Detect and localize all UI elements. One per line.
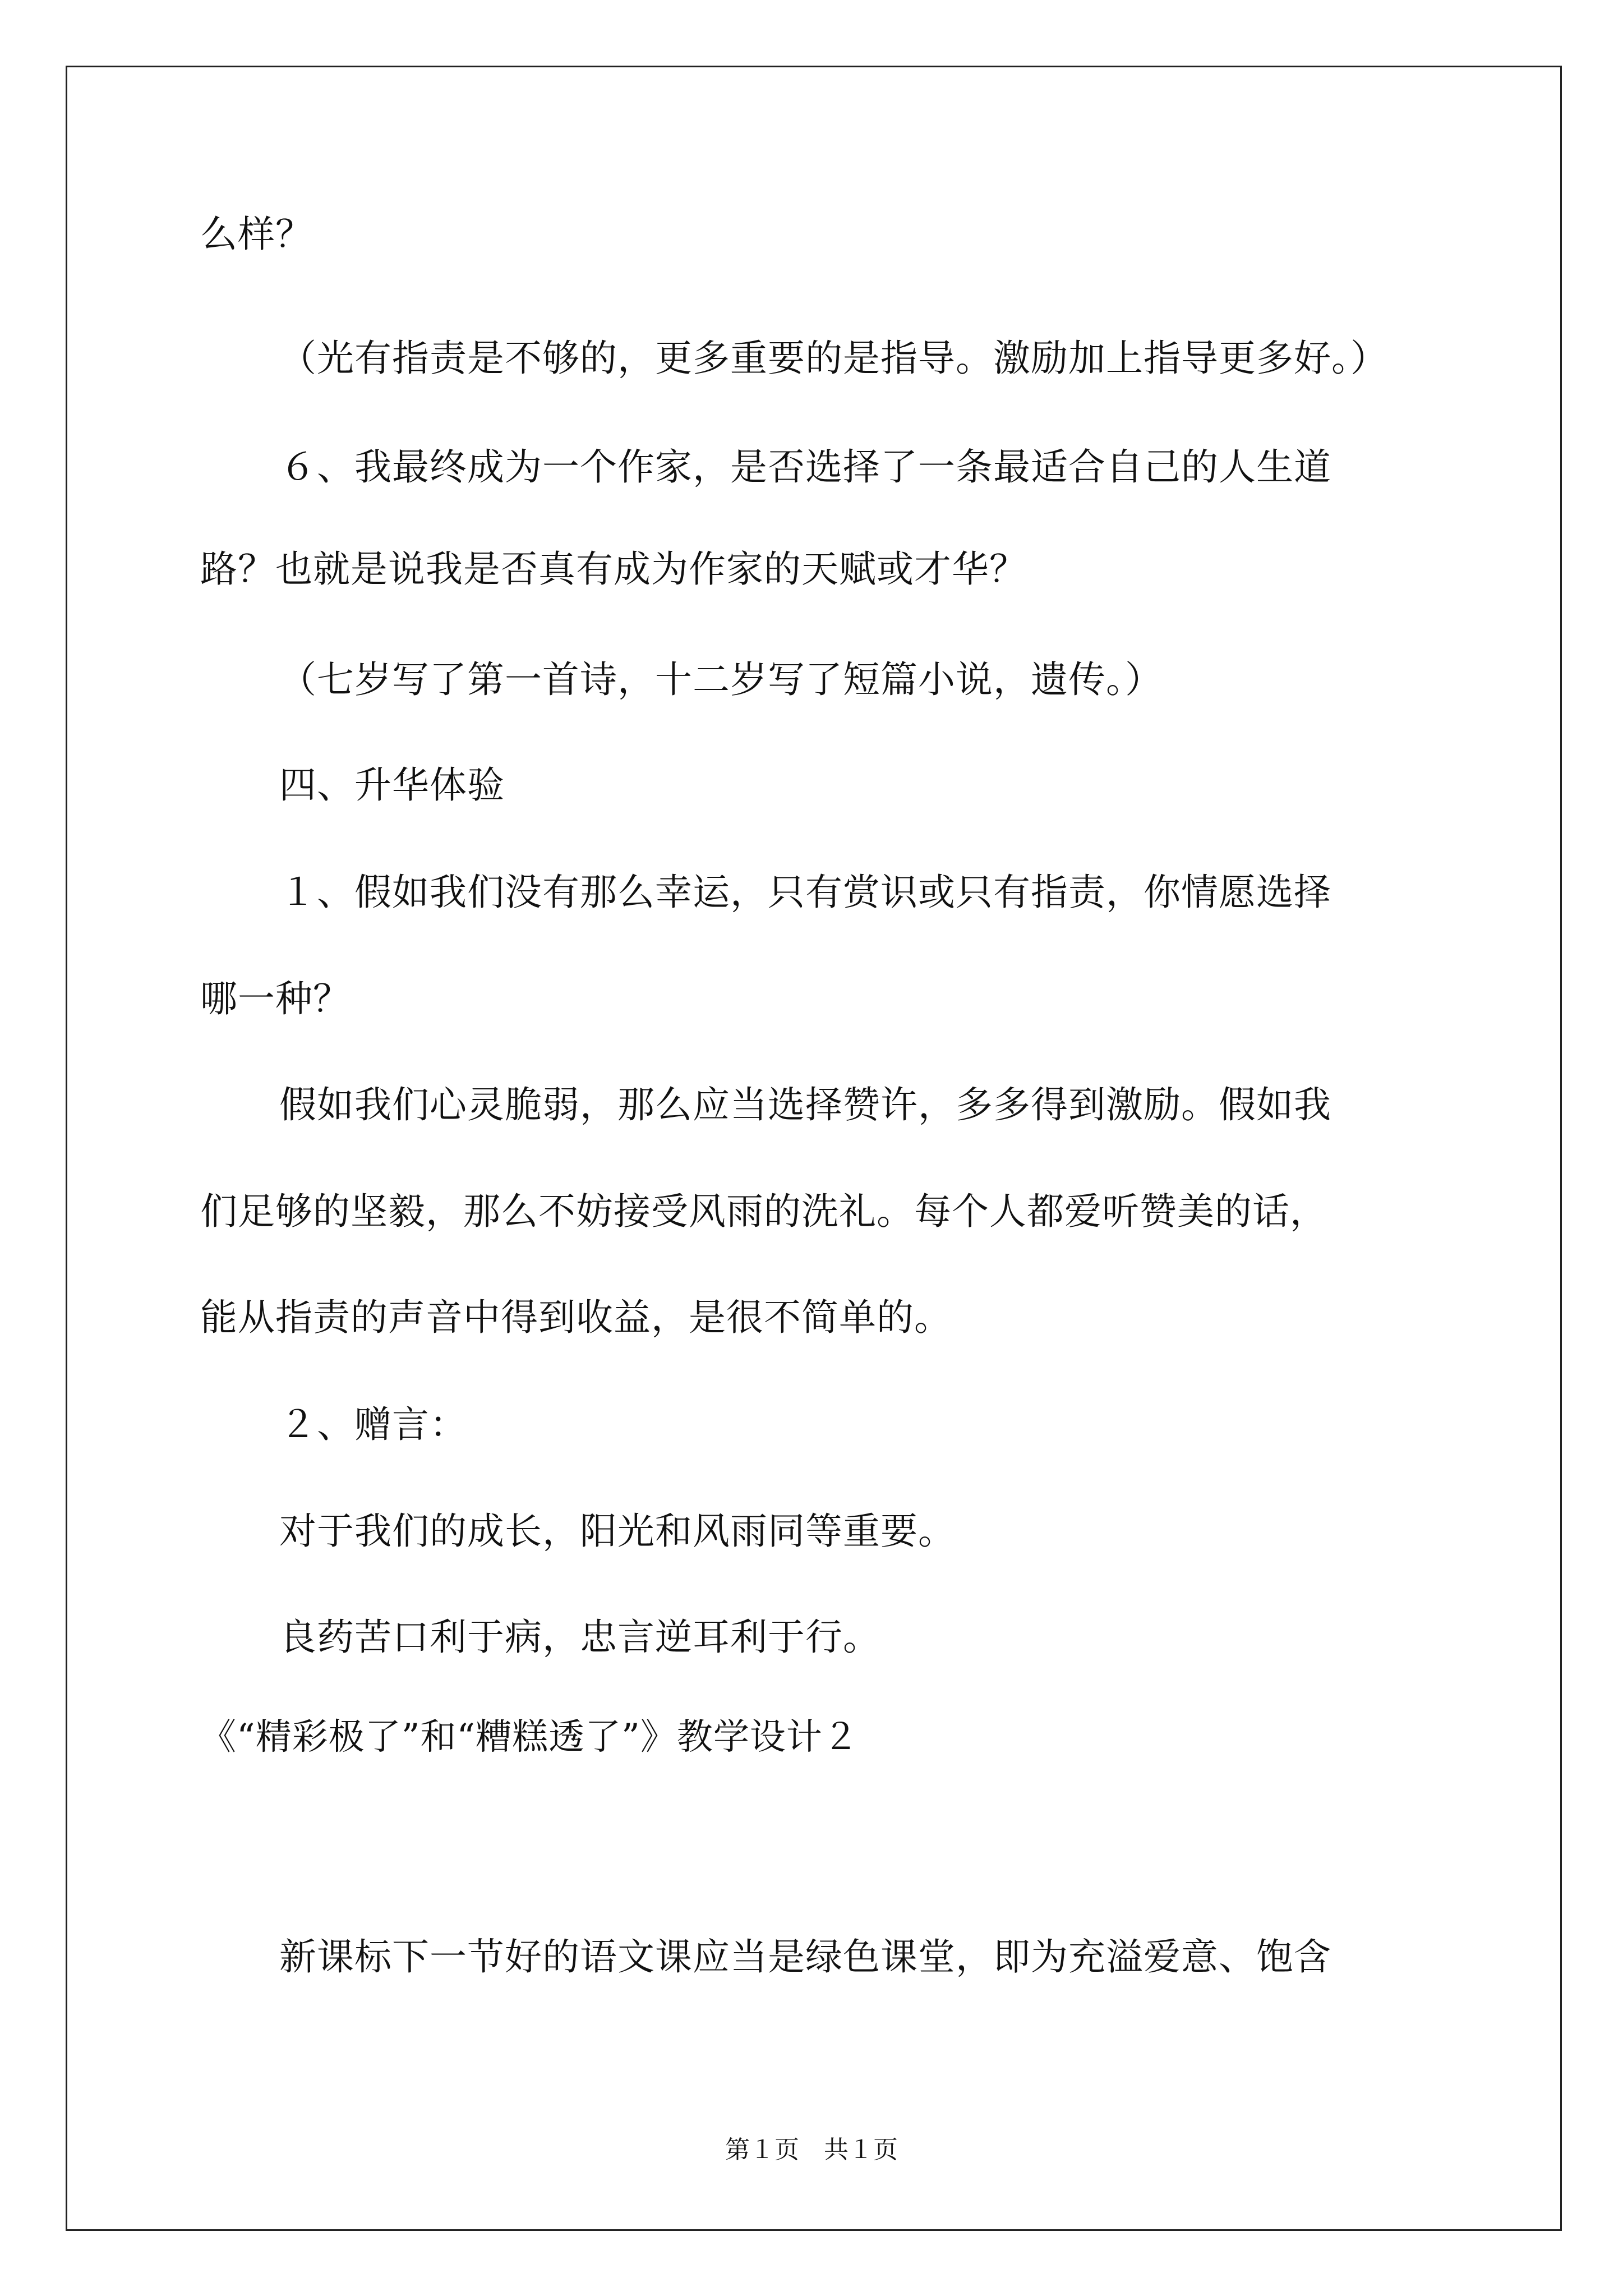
text-line-11: 能从指责的声音中得到收益，是很不简单的。 [200, 1296, 952, 1339]
text-line-10: 们足够的坚毅，那么不妨接受风雨的洗礼。每个人都爱听赞美的话， [200, 1190, 1327, 1233]
text-line-7: １、假如我们没有那么幸运，只有赏识或只有指责，你情愿选择 [279, 871, 1331, 914]
text-line-12: ２、赠言： [279, 1403, 467, 1446]
text-line-13: 对于我们的成长，阳光和风雨同等重要。 [279, 1510, 956, 1553]
page-border [66, 66, 1562, 2231]
text-line-2: （光有指责是不够的，更多重要的是指导。激励加上指导更多好。） [279, 337, 1388, 380]
section-title: 《“精彩极了”和“糟糕透了”》教学设计２ [200, 1717, 859, 1758]
text-line-5: （七岁写了第一首诗，十二岁写了短篇小说，遗传。） [279, 658, 1163, 701]
text-line-8: 哪一种？ [200, 977, 351, 1020]
text-line-14: 良药苦口利于病，忠言逆耳利于行。 [279, 1616, 880, 1659]
text-line-4: 路？也就是说我是否真有成为作家的天赋或才华？ [200, 547, 1027, 591]
page-footer: 第１页 共１页 [725, 2136, 898, 2164]
text-line-9: 假如我们心灵脆弱，那么应当选择赞许，多多得到激励。假如我 [279, 1083, 1331, 1126]
text-line-6: 四、升华体验 [279, 763, 505, 807]
text-line-15: 新课标下一节好的语文课应当是绿色课堂，即为充溢爱意、饱含 [279, 1935, 1331, 1978]
text-line-3: ６、我最终成为一个作家，是否选择了一条最适合自己的人生道 [279, 445, 1331, 489]
text-line-1: 么样？ [200, 213, 313, 256]
